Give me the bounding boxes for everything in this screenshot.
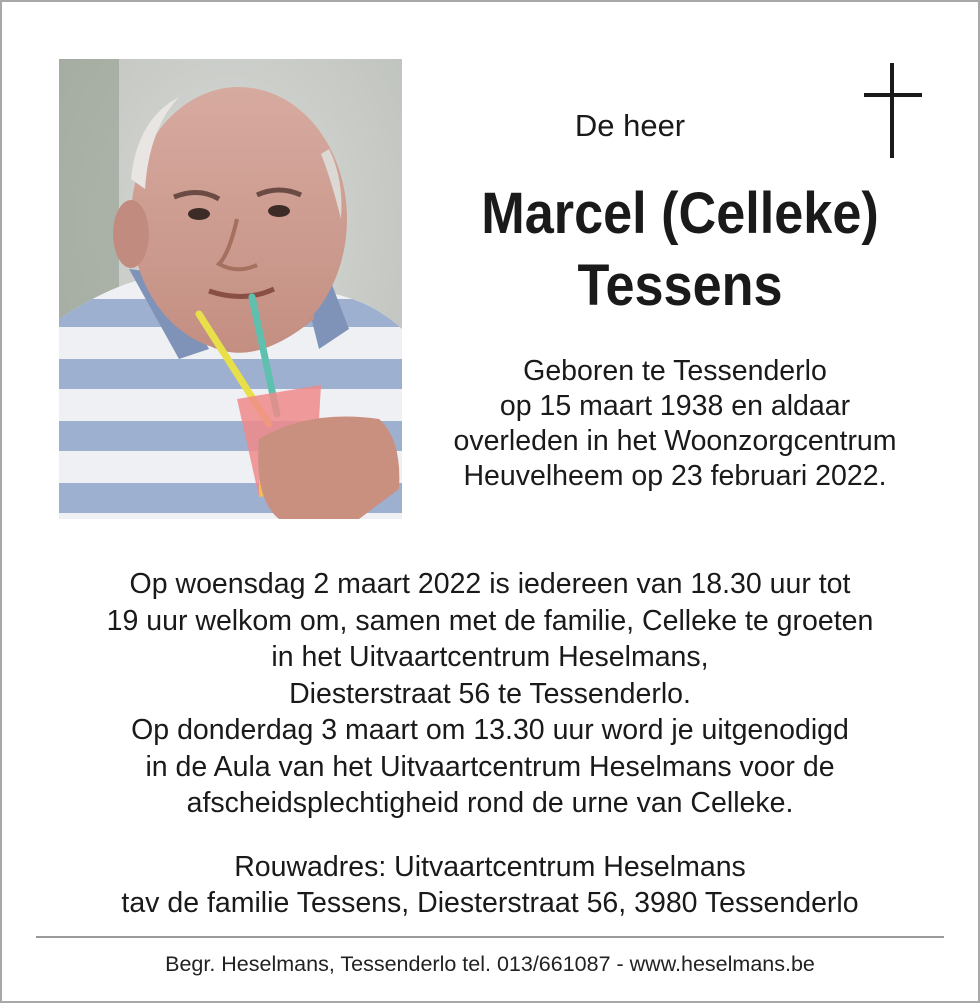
- name-line-1: Marcel (Celleke): [481, 181, 879, 246]
- ceremony-line-6: in de Aula van het Uitvaartcentrum Heselmans voor de: [145, 750, 835, 783]
- cross-icon-vertical: [890, 63, 894, 158]
- ceremony-line-5: Op donderdag 3 maart om 13.30 uur word je uitgenodigd: [131, 714, 849, 746]
- ceremony-text: [20, 566, 960, 822]
- funeral-home-footer: Begr. Heselmans, Tessenderlo tel. 013/661087 - www.heselmans.be: [165, 952, 815, 976]
- deceased-name: [446, 178, 914, 322]
- ceremony-line-1: Op woensdag 2 maart 2022 is iedereen van 18.30 uur tot: [129, 568, 851, 600]
- ceremony-line-7: afscheidsplechtigheid rond de urne van Celleke.: [186, 787, 794, 819]
- mourning-address: [20, 849, 960, 921]
- salutation: De heer: [574, 108, 686, 143]
- cross-icon: [864, 63, 922, 158]
- birth-death-text: [415, 354, 935, 494]
- cross-icon-horizontal: [864, 93, 922, 97]
- ceremony-line-2: 19 uur welkom om, samen met de familie, Celleke te groeten: [106, 604, 874, 637]
- portrait-photo: [59, 59, 402, 519]
- ceremony-line-4: Diesterstraat 56 te Tessenderlo.: [289, 677, 691, 710]
- address-line-1: Rouwadres: Uitvaartcentrum Heselmans: [234, 851, 746, 883]
- ceremony-line-3: in het Uitvaartcentrum Heselmans,: [271, 641, 709, 673]
- birth-line-3: overleden in het Woonzorgcentrum: [453, 425, 897, 457]
- birth-line-1: Geboren te Tessenderlo: [523, 355, 827, 387]
- address-line-2: tav de familie Tessens, Diesterstraat 56, 3980 Tessenderlo: [121, 887, 859, 919]
- name-line-2: Tessens: [577, 253, 783, 318]
- birth-line-4: Heuvelheem op 23 februari 2022.: [463, 460, 887, 492]
- birth-line-2: op 15 maart 1938 en aldaar: [499, 390, 851, 422]
- footer-divider: [36, 936, 944, 938]
